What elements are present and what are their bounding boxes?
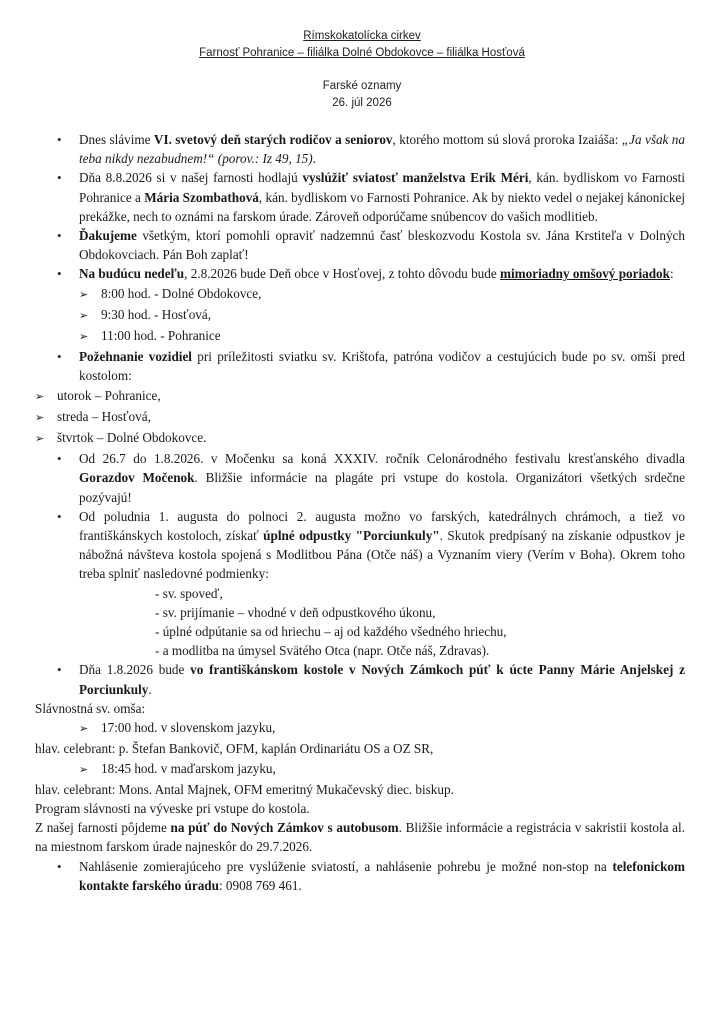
list-item: ➢ 8:00 hod. - Dolné Obdokovce, [35, 284, 685, 305]
bullet-icon: • [57, 508, 62, 524]
condition-item: - sv. prijímanie – vhodné v deň odpustkového úkonu, [155, 604, 436, 620]
condition-item: - a modlitba na úmysel Svätého Otca (napr. Otče náš, Zdravas). [155, 643, 490, 659]
arrow-icon: ➢ [79, 723, 89, 736]
document-date: 26. júl 2026 [332, 97, 392, 109]
bullet-icon: • [57, 132, 62, 147]
arrow-icon: ➢ [35, 390, 45, 403]
list-item: ➢ utorok – Pohranice, [35, 386, 685, 407]
announcements [35, 130, 685, 895]
announcement-pilgrimage: • Dňa 1.8.2026 bude vo františkánskom kostole v Nových Zámkoch púť k úcte Panny Márie Anjelskej z Porciunkuly. [57, 662, 685, 697]
parish-name: Farnosť Pohranice – filiálka Dolné Obdokovce – filiálka Hosťová [199, 47, 525, 59]
bullet-icon: • [57, 662, 62, 678]
arrow-icon: ➢ [79, 763, 89, 776]
arrow-icon: ➢ [35, 433, 45, 446]
list-item: ➢ štvrtok – Dolné Obdokovce. [35, 428, 685, 449]
document-header [0, 28, 724, 112]
program-note: Program slávnosti na výveske pri vstupe do kostola. [35, 800, 310, 816]
celebrant-line: hlav. celebrant: Mons. Antal Majnek, OFM emeritný Mukačevský diec. biskup. [35, 781, 454, 797]
church-name: Rímskokatolícka cirkev [303, 30, 421, 42]
bullet-icon: • [57, 349, 62, 365]
announcement-vehicle-blessing: • Požehnanie vozidiel pri príležitosti sviatku sv. Krištofa, patróna vodičov a cestujúcich bude po sv. omši pred kostolom: [57, 349, 685, 384]
arrow-icon: ➢ [79, 331, 89, 344]
bullet-icon: • [57, 451, 62, 467]
bullet-icon: • [57, 266, 62, 282]
bullet-icon: • [57, 858, 62, 874]
arrow-icon: ➢ [79, 309, 89, 322]
announcement-contact: • Nahlásenie zomierajúceho pre vyslúženie sviatostí, a nahlásenie pohrebu je možné non-stop na telefonickom kontakte farského úradu: 0908 769 461. [57, 858, 685, 893]
announcement-thanks: • Ďakujeme všetkým, ktorí pomohli opraviť nadzemnú časť bleskozvodu Kostola sv. Jána Krstiteľa v Dolných Obdokovciach. Pán Boh zaplať! [57, 228, 685, 263]
list-item: ➢ 11:00 hod. - Pohranice [35, 326, 685, 347]
announcement-mass-schedule: • Na budúcu nedeľu, 2.8.2026 bude Deň obce v Hosťovej, z tohto dôvodu bude mimoriadny omšový poriadok: [35, 264, 685, 283]
bullet-icon: • [57, 170, 62, 186]
arrow-icon: ➢ [79, 288, 89, 301]
document-title: Farské oznamy [322, 80, 402, 92]
list-item: ➢ streda – Hosťová, [35, 407, 685, 428]
bus-trip-note: Z našej farnosti pôjdeme na púť do Nových Zámkov s autobusom. Bližšie informácie a registrácia v sakristii kostola al. na miestnom farskom úrade najneskôr do 29.7.2026. [35, 820, 685, 855]
announcement-marriage: • Dňa 8.8.2026 si v našej farnosti hodlajú vyslúžiť sviatosť manželstva Erik Méri, kán. bydliskom vo Farnosti Pohranice a Mária Szombathová, kán. bydliskom vo Farnosti Pohranice. Ak by niekto vedel o nejakej kánonickej prekážke, nech to oznámi na farskom úrade. Zároveň odporúčame snúbencov do vašich modlitieb. [57, 170, 685, 224]
announcement-indulgences: • Od poludnia 1. augusta do polnoci 2. augusta možno vo farských, katedrálnych chrámoch, a tiež vo františkánskych kostoloch, získať úplné odpustky "Porciunkuly". Skutok predpísaný na získanie odpustkov je nábožná návšteva kostola spojená s Modlitbou Pána (Otče náš) a Vyznaním viery (Verím v Boha). Okrem toho treba splniť nasledovné podmienky: [57, 508, 685, 582]
celebrant-line: hlav. celebrant: p. Štefan Bankovič, OFM, kaplán Ordinariátu OS a OZ SR, [35, 741, 434, 757]
list-item: ➢ 18:45 hod. v maďarskom jazyku, [35, 759, 685, 780]
condition-item: - úplné odpútanie sa od hriechu – aj od každého všedného hriechu, [155, 624, 507, 640]
list-item: ➢ 9:30 hod. - Hosťová, [35, 305, 685, 326]
announcement-theatre-festival: • Od 26.7 do 1.8.2026. v Močenku sa koná XXXIV. ročník Celonárodného festivalu kresťanského divadla Gorazdov Močenok. Bližšie informácie na plagáte pri vstupe do kostola. Organizátori všetkých srdečne pozývajú! [57, 451, 685, 505]
announcement-seniors-day: • Dnes slávime VI. svetový deň starých rodičov a seniorov, ktorého mottom sú slová proroka Izaiáša: „Ja však na teba nikdy nezabudnem!“ (porov.: Iz 49, 15). [57, 132, 685, 167]
mass-label: Slávnostná sv. omša: [35, 700, 146, 716]
condition-item: - sv. spoveď, [155, 585, 223, 601]
bullet-icon: • [57, 228, 62, 244]
arrow-icon: ➢ [35, 411, 45, 424]
list-item: ➢ 17:00 hod. v slovenskom jazyku, [35, 718, 685, 739]
